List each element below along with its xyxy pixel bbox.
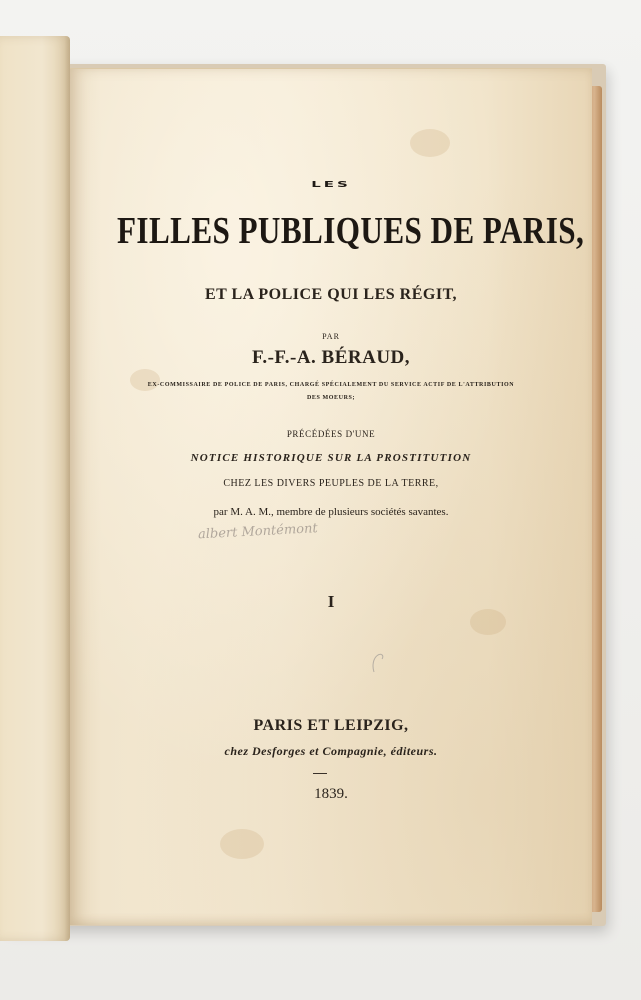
- by-label: PAR: [322, 332, 340, 341]
- volume-number: I: [327, 592, 335, 611]
- author-role-line-2: DES MOEURS;: [306, 395, 356, 401]
- pencil-mark: [370, 652, 386, 674]
- title-page: [70, 68, 592, 925]
- publication-year: 1839.: [314, 786, 348, 802]
- author-name: F.-F.-A. BÉRAUD,: [251, 347, 411, 368]
- author-role-line-1: EX-COMMISSAIRE DE POLICE DE PARIS, CHARGÉ SPÉCIALEMENT DU SERVICE ACTIF DE L'ATTRIBUTION: [147, 382, 515, 388]
- notice-title: NOTICE HISTORIQUE SUR LA PROSTITUTION: [190, 452, 472, 464]
- left-page: [0, 36, 70, 941]
- notice-subtitle: CHEZ LES DIVERS PEUPLES DE LA TERRE,: [223, 478, 439, 489]
- divider-rule: [313, 773, 327, 774]
- handwritten-signature: albert Montémont: [197, 521, 319, 543]
- book-title: FILLES PUBLIQUES DE PARIS,: [116, 210, 585, 252]
- publication-place: PARIS ET LEIPZIG,: [253, 717, 409, 734]
- publisher-name: chez Desforges et Compagnie, éditeurs.: [224, 744, 438, 758]
- notice-author: par M. A. M., membre de plusieurs sociétés savantes.: [213, 506, 449, 518]
- book-subtitle: ET LA POLICE QUI LES RÉGIT,: [204, 286, 458, 303]
- foxing-spot: [470, 609, 506, 635]
- foxing-spot: [410, 129, 450, 157]
- preceded-by-label: PRÉCÉDÉES D'UNE: [286, 429, 376, 439]
- title-article: LES: [311, 179, 351, 189]
- foxing-spot: [220, 829, 264, 859]
